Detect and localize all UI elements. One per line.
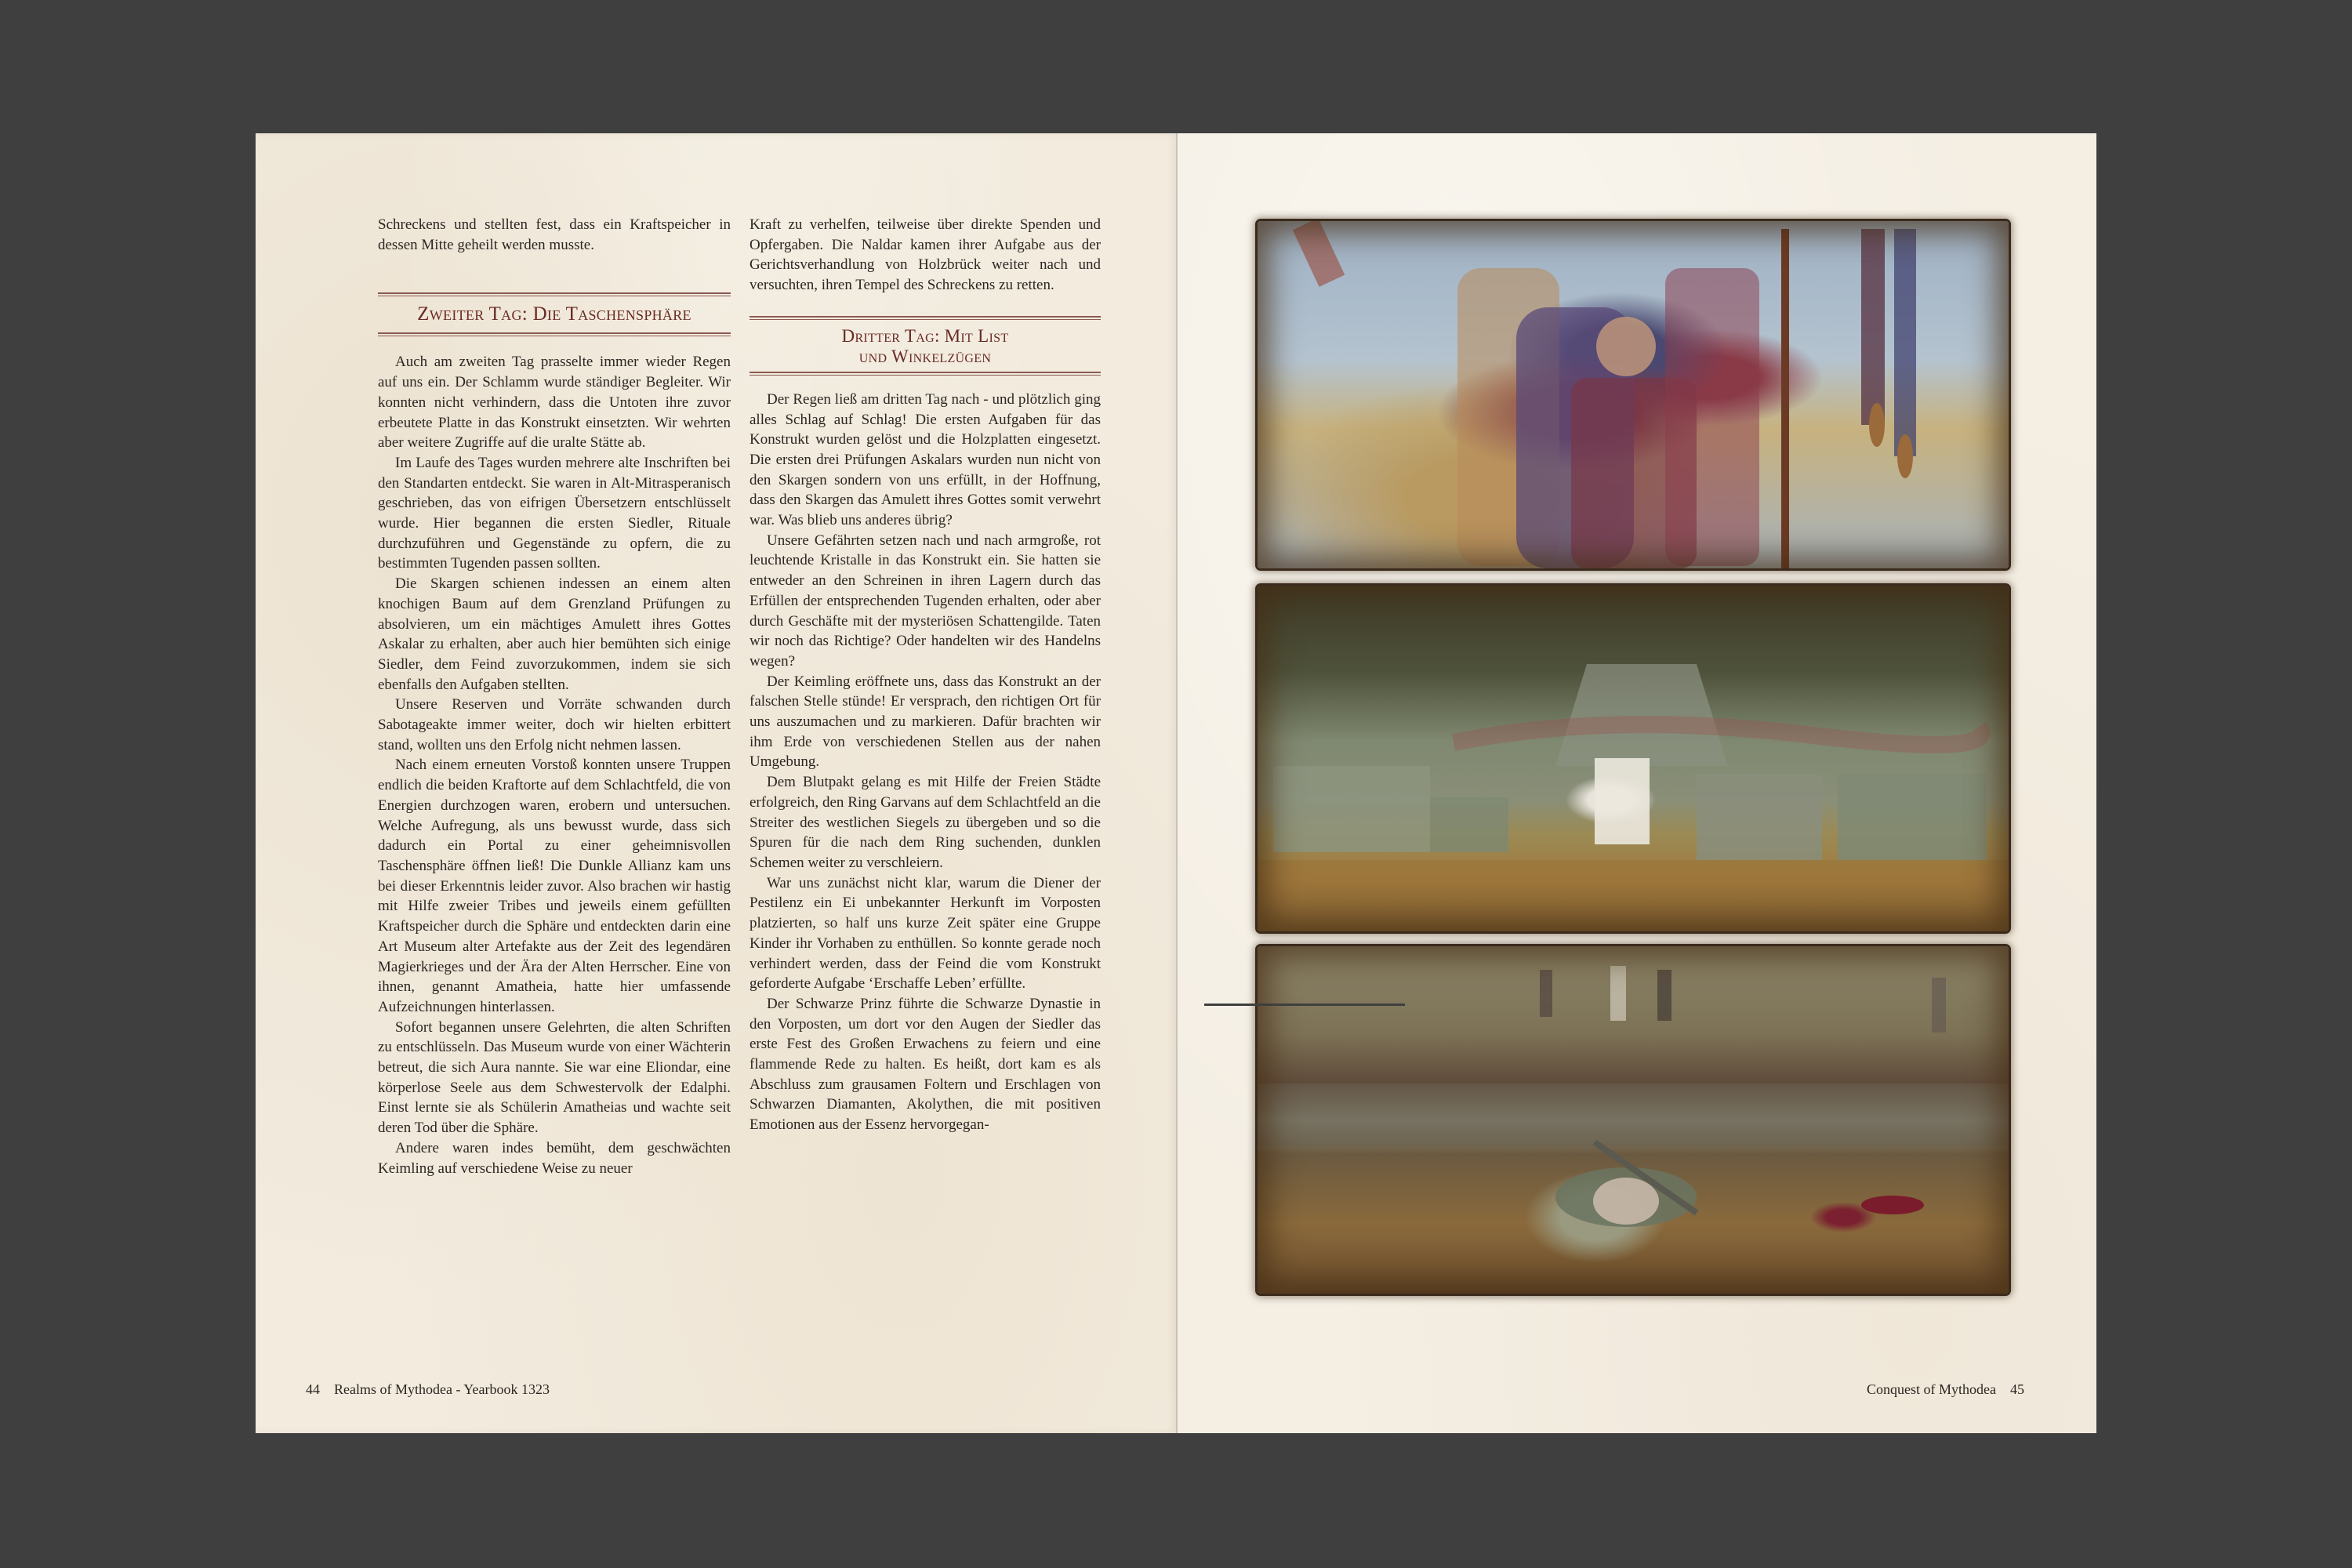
paragraph: Auch am zweiten Tag prasselte immer wieder Regen auf uns ein. Der Schlamm wurde ständiger Begleiter. Wir konnten nicht verhindern, dass die Untoten ihre zuvor erbeutete Platte in das Konstrukt einsetzten. Wir wehrten aber weitere Zugriffe auf die uralte Stätte ab.: [378, 354, 731, 452]
photo-fallen-archer: [1258, 946, 2009, 1294]
paragraph: Der Keimling eröffnete uns, dass das Konstrukt an der falschen Stelle stünde! Er versprach, den richtigen Ort für uns auszumachen und zu markieren. Dafür brachten wir ihm Erde von verschiedenen Stellen aus der nahen Umgebung.: [750, 673, 1101, 771]
paragraph: Der Regen ließ am dritten Tag nach - und plötzlich ging alles Schlag auf Schlag! Die ersten Aufgaben für das Konstrukt wurden gelöst und die Holzplatten eingesetzt. Die ersten drei Prüfungen Askalars wurden nun nicht von den Skargen sondern von uns erfüllt, in der Hoffnung, dass den Skargen das Amulett ihres Gottes somit verwehrt war. Was blieb uns anderes übrig?: [750, 390, 1101, 529]
heading-line-1: Dritter Tag: Mit List: [841, 325, 1009, 346]
paragraph: Andere waren indes bemüht, dem geschwächten Keimling auf verschiedene Weise zu neuer: [378, 1139, 731, 1177]
text-column-1: [378, 215, 731, 1178]
footer-right: [1867, 1381, 2024, 1398]
intro-paragraph: Schreckens und stellten fest, dass ein Kraftspeicher in dessen Mitte geheilt werden musste.: [378, 216, 731, 253]
photo-vignette: [1258, 946, 2009, 1294]
photo-vignette: [1258, 586, 2009, 931]
heading-rule-bottom: [750, 372, 1101, 376]
running-title: Conquest of Mythodea: [1867, 1381, 1996, 1397]
footer-left: [306, 1381, 550, 1398]
photo-vignette: [1258, 221, 2009, 568]
paragraph: Nach einem erneuten Vorstoß konnten unsere Truppen endlich die beiden Kraftorte auf dem Schlachtfeld, die von Energien durchzogen waren, erobern und untersuchen. Welche Aufregung, als uns bewusst wurde, dass sich dadurch ein Portal zu einer geheimnisvollen Taschensphäre öffnen ließ! Die Dunkle Allianz kam uns bei dieser Erkenntnis leider zuvor. Also brachen wir hastig mit Hilfe zweier Tribes und jeweils einem gefüllten Kraftspeicher durch die Sphäre und entdeckten darin eine Art Museum alter Artefakte aus der Zeit des legendären Magierkrieges und der Ära der Alten Herrscher. Eine von ihnen, genannt Amatheia, hatte hier umfassende Aufzeichnungen hinterlassen.: [378, 757, 731, 1015]
intro-paragraph: Kraft zu verhelfen, teilweise über direkte Spenden und Opfergaben. Die Naldar kamen ihrer Aufgabe aus der Gerichtsverhandlung von Holzbrück weiter nach und versuchten, ihren Tempel des Schreckens zu retten.: [750, 216, 1101, 294]
paragraph: Der Schwarze Prinz führte die Schwarze Dynastie in den Vorposten, um dort vor den Augen der Siedler das erste Fest des Großen Erwachens zu feiern und eine flammende Rede zu halten. Es heißt, dort kam es als Abschluss zum grausamen Foltern und Erschlagen von Schwarzen Diamanten, Akolythen, die mit positiven Emotionen aus der Essenz hervorgegan-: [750, 995, 1101, 1134]
paragraph: War uns zunächst nicht klar, warum die Diener der Pestilenz ein Ei unbekannter Herkunft im Vorposten platzierten, so half uns kurze Zeit später eine Gruppe Kinder ihr Vorhaben zu enthüllen. So konnte gerade noch verhindert werden, dass der Feind die vom Konstrukt geforderte Aufgabe ‘Erschaffe Leben’ erfüllte.: [750, 874, 1101, 993]
paragraph: Die Skargen schienen indessen an einem alten knochigen Baum auf dem Grenzland Prüfungen zu absolvieren, um ein mächtiges Amulett ihres Gottes Askalar zu erhalten, aber auch hier bemühten sich einige Siedler, dem Feind zuvorzukommen, indem sie sich ebenfalls den Aufgaben stellten.: [378, 575, 731, 693]
paragraph: Unsere Gefährten setzen nach und nach armgroße, rot leuchtende Kristalle in das Konstrukt ein. Sie hatten sie entweder an den Schreinen in ihren Lagern durch das Erfüllen der entsprechenden Tugenden erhalten, oder aber durch Geschäfte mit der mysteriösen Schattengilde. Taten wir noch das Richtige? Oder handelten wir des Handelns wegen?: [750, 532, 1101, 670]
photo-stone-shrine: [1258, 586, 2009, 931]
paragraph: Unsere Reserven und Vorräte schwanden durch Sabotageakte immer weiter, doch wir hielten erbittert stand, wollten uns den Erfolg nicht nehmen lassen.: [378, 696, 731, 753]
photo-costumed-characters: [1258, 221, 2009, 568]
paragraph: Sofort begannen unsere Gelehrten, die alten Schriften zu entschlüsseln. Das Museum wurde von einer Wächterin betreut, die sich Aura nannte. Sie war eine Eliondar, eine körperlose Seele aus dem Schwestervolk der Edalphi. Einst lernte sie als Schülerin Amatheias und wachte seit deren Tod über die Sphäre.: [378, 1018, 731, 1137]
paragraph: Im Laufe des Tages wurden mehrere alte Inschriften bei den Standarten entdeckt. Sie waren in Alt-Mitrasperanisch geschrieben, das von eifrigen Übersetzern entschlüsselt wurde. Hier begannen die ersten Siedler, Rituale durchzuführen und Gegenstände zu opfern, die zu bestimmten Tugenden passen sollten.: [378, 454, 731, 572]
text-column-2: [750, 215, 1101, 1135]
section-heading-third-day: [750, 316, 1101, 376]
heading-rule-bottom: [378, 332, 731, 336]
page-number: 45: [2009, 1381, 2024, 1397]
heading-line-2: und Winkelzügen: [858, 346, 992, 366]
running-title: Realms of Mythodea - Yearbook 1323: [334, 1381, 550, 1397]
page-spine: [1176, 133, 1178, 1433]
section-heading-second-day: [378, 292, 731, 336]
annotation-line: [1204, 1004, 1405, 1006]
heading-text: [750, 320, 1101, 372]
page-number: 44: [306, 1381, 320, 1397]
heading-text: Zweiter Tag: Die Taschensphäre: [417, 303, 691, 325]
paragraph: Dem Blutpakt gelang es mit Hilfe der Freien Städte erfolgreich, den Ring Garvans auf dem Schlachtfeld an die Streiter des westlichen Siegels zu übergeben und so die Spuren für die nach dem Ring suchenden, dunklen Schemen weiter zu verschleiern.: [750, 774, 1101, 871]
